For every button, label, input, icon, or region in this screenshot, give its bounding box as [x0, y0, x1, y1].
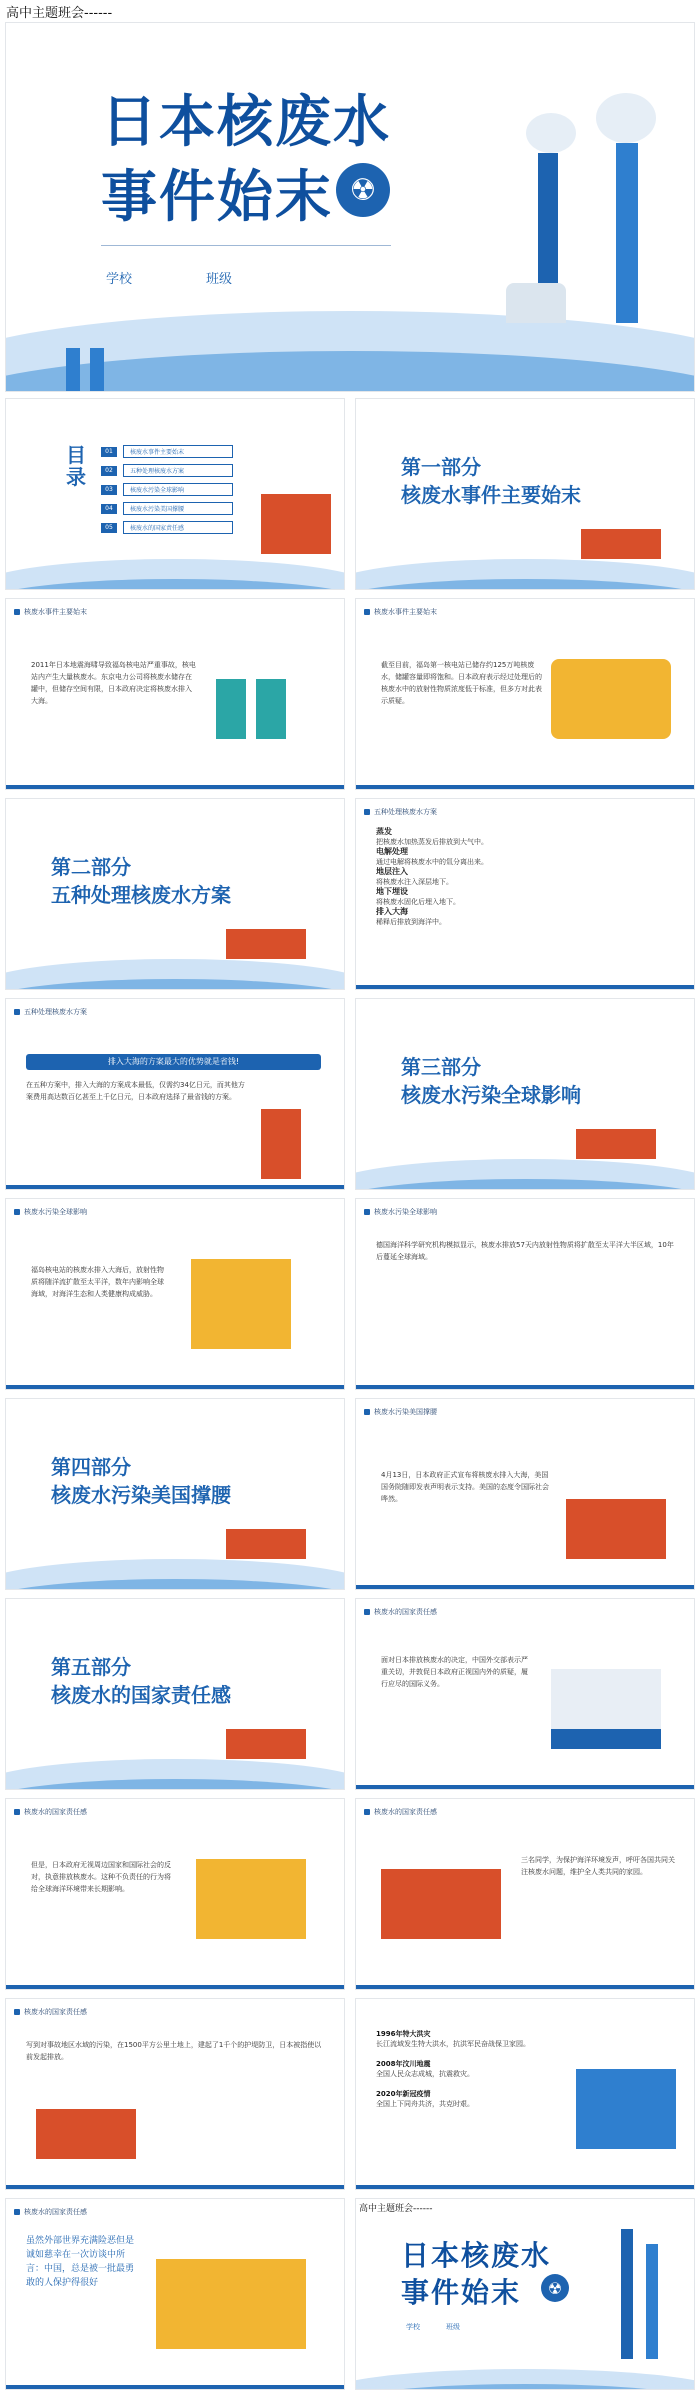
body-text: 截至目前，福岛第一核电站已储存约125万吨核废水，储罐容量即将饱和。日本政府表示经过处理后的核废水中的放射性物质浓度低于标准，但多方对此表示质疑。 — [381, 661, 542, 705]
factory-illustration — [576, 1129, 656, 1159]
square-icon — [14, 2209, 20, 2215]
body-text: 4月13日，日本政府正式宣布将核废水排入大海，美国国务院随即发表声明表示支持。美国的态度令国际社会哗然。 — [381, 1471, 549, 1503]
page-header: 高中主题班会------ — [6, 6, 113, 21]
part-number: 第五部分 — [51, 1655, 131, 1679]
body-text: 蒸发 把核废水加热蒸发后排放到大气中。 电解处理 通过电解将核废水中的氚分离出来。 地层注入 将核废水注入深层地下。 地下埋设 将核废水固化后埋入地下。 排入大海 稀释后排放到海洋中。 — [376, 827, 488, 926]
factory-illustration — [191, 1259, 291, 1349]
body-text: 福岛核电站的核废水排入大海后，放射性物质将随洋流扩散至太平洋，数年内影响全球海域，对海洋生态和人类健康构成威胁。 — [31, 1266, 164, 1298]
toc-item[interactable]: 04 核废水污染美国撑腰 — [101, 502, 233, 515]
toc-item[interactable]: 01 核废水事件主要始末 — [101, 445, 233, 458]
part-title: 核废水的国家责任感 — [51, 1683, 231, 1707]
square-icon — [14, 609, 20, 615]
quote-text: 虽然外部世界充满险恶但是诚如慈幸在一次访谈中所言：中国，总是被一批最勇敢的人保护得很好 — [26, 2236, 135, 2288]
square-icon — [14, 2009, 20, 2015]
chimney-illustration — [621, 2229, 633, 2359]
square-icon — [14, 1809, 20, 1815]
slide-tag: 核废水的国家责任感 — [374, 1608, 437, 1616]
closing-class: 班级 — [446, 2323, 460, 2331]
square-icon — [14, 1209, 20, 1215]
factory-illustration — [566, 1499, 666, 1559]
body-text: 2011年日本地震海啸导致福岛核电站严重事故，核电站内产生大量核废水。东京电力公司将核废水储存在罐中，但储存空间有限，日本政府决定将核废水排入大海。 — [31, 661, 196, 705]
square-icon — [364, 1609, 370, 1615]
part-title: 核废水事件主要始末 — [401, 483, 581, 507]
slide-tag: 核废水污染美国撑腰 — [374, 1408, 437, 1416]
slide-tag: 五种处理核废水方案 — [374, 808, 437, 816]
factory-illustration — [576, 2069, 676, 2149]
square-icon — [364, 1409, 370, 1415]
content-slide — [355, 1398, 695, 1590]
content-slide — [5, 2198, 345, 2390]
closing-title-line1: 日本核废水 — [401, 2239, 552, 2272]
content-slide — [5, 598, 345, 790]
blue-towers — [90, 348, 104, 392]
content-slide — [355, 1198, 695, 1390]
part-title: 核废水污染全球影响 — [401, 1083, 581, 1107]
closing-school: 学校 — [406, 2323, 420, 2331]
body-text: 写到对事故地区水域的污染，在1500平方公里土地上，建起了1千个的护堤防卫，日本被指使以前发起排放。 — [26, 2041, 322, 2061]
closing-slide — [355, 2198, 695, 2390]
content-slide — [355, 1598, 695, 1790]
factory-illustration — [156, 2259, 306, 2349]
square-icon — [364, 609, 370, 615]
radiation-icon: ☢ — [541, 2274, 569, 2302]
chimney-illustration — [261, 1109, 301, 1179]
part-number: 第三部分 — [401, 1055, 481, 1079]
factory-illustration — [226, 1729, 306, 1759]
factory-illustration — [226, 929, 306, 959]
square-icon — [364, 1809, 370, 1815]
blue-towers — [66, 348, 80, 392]
content-slide — [355, 1798, 695, 1990]
part3-slide — [355, 998, 695, 1190]
cover-slide — [5, 22, 695, 392]
factory-illustration — [226, 1529, 306, 1559]
slide-tag: 五种处理核废水方案 — [24, 1008, 87, 1016]
content-slide — [5, 998, 345, 1190]
cooling-tower-illustration — [216, 679, 246, 739]
factory-illustration — [551, 1669, 661, 1749]
closing-header: 高中主题班会------ — [359, 2204, 433, 2214]
nuclear-plant-illustration — [551, 659, 671, 739]
toc-slide — [5, 398, 345, 590]
square-icon — [364, 809, 370, 815]
cover-school: 学校 — [106, 272, 133, 287]
slide-tag: 核废水事件主要始末 — [24, 608, 87, 616]
slide-tag: 核废水的国家责任感 — [24, 2208, 87, 2216]
part1-slide — [355, 398, 695, 590]
square-icon — [364, 1209, 370, 1215]
slide-tag: 核废水污染全球影响 — [374, 1208, 437, 1216]
part-title: 五种处理核废水方案 — [51, 883, 231, 907]
slide-tag: 核废水事件主要始末 — [374, 608, 437, 616]
banner: 排入大海的方案最大的优势就是省钱! — [26, 1054, 321, 1070]
toc-item[interactable]: 05 核废水的国家责任感 — [101, 521, 233, 534]
slide-tag: 核废水的国家责任感 — [374, 1808, 437, 1816]
content-slide — [5, 1998, 345, 2190]
square-icon — [14, 1009, 20, 1015]
part-title: 核废水污染美国撑腰 — [51, 1483, 231, 1507]
chimney-illustration — [506, 93, 676, 323]
content-slide — [355, 798, 695, 990]
factory-illustration — [261, 494, 331, 554]
slide-tag: 核废水的国家责任感 — [24, 1808, 87, 1816]
radiation-icon: ☢ — [336, 163, 390, 217]
closing-title-line2: 事件始末 — [401, 2276, 522, 2309]
body-text: 在五种方案中，排入大海的方案成本最低，仅需约34亿日元，而其他方案费用高达数百亿甚至上千亿日元，日本政府选择了最省钱的方案。 — [26, 1081, 245, 1101]
content-slide — [355, 598, 695, 790]
factory-illustration — [381, 1869, 501, 1939]
timeline: 1996年特大洪灾 长江流域发生特大洪水，抗洪军民奋战保卫家园。 2008年汶川地震 全国人民众志成城，抗震救灾。 2020年新冠疫情 全国上下同舟共济，共克时艰。 — [376, 2030, 530, 2108]
body-text: 但是，日本政府无视周边国家和国际社会的反对，执意排放核废水。这种不负责任的行为将给全球海洋环境带来长期影响。 — [31, 1861, 171, 1893]
toc-list — [101, 445, 233, 540]
factory-illustration — [196, 1859, 306, 1939]
body-text: 面对日本排放核废水的决定，中国外交部表示严重关切，并敦促日本政府正视国内外的质疑，履行应尽的国际义务。 — [381, 1656, 528, 1688]
body-text: 三名同学，为保护海洋环境发声，呼吁各国共同关注核废水问题，维护全人类共同的家园。 — [521, 1856, 675, 1876]
body-text: 德国海洋科学研究机构模拟显示，核废水排放57天内放射性物质将扩散至太平洋大半区域，10年后蔓延全球海域。 — [376, 1241, 674, 1261]
chimney-illustration — [646, 2244, 658, 2359]
content-slide — [5, 1798, 345, 1990]
slide-tag: 核废水污染全球影响 — [24, 1208, 87, 1216]
cover-title-line2: 事件始末 — [101, 165, 333, 230]
toc-item[interactable]: 03 核废水污染全球影响 — [101, 483, 233, 496]
part4-slide — [5, 1398, 345, 1590]
part-number: 第四部分 — [51, 1455, 131, 1479]
part2-slide — [5, 798, 345, 990]
part-number: 第一部分 — [401, 455, 481, 479]
factory-illustration — [36, 2109, 136, 2159]
part5-slide — [5, 1598, 345, 1790]
cooling-tower-illustration — [256, 679, 286, 739]
toc-title: 目录 — [66, 443, 86, 489]
factory-illustration — [581, 529, 661, 559]
toc-item[interactable]: 02 五种处理核废水方案 — [101, 464, 233, 477]
slide-tag: 核废水的国家责任感 — [24, 2008, 87, 2016]
cover-class: 班级 — [206, 272, 233, 287]
content-slide — [5, 1198, 345, 1390]
part-number: 第二部分 — [51, 855, 131, 879]
content-slide — [355, 1998, 695, 2190]
cover-title-line1: 日本核废水 — [101, 90, 391, 155]
cover-divider — [101, 245, 391, 246]
